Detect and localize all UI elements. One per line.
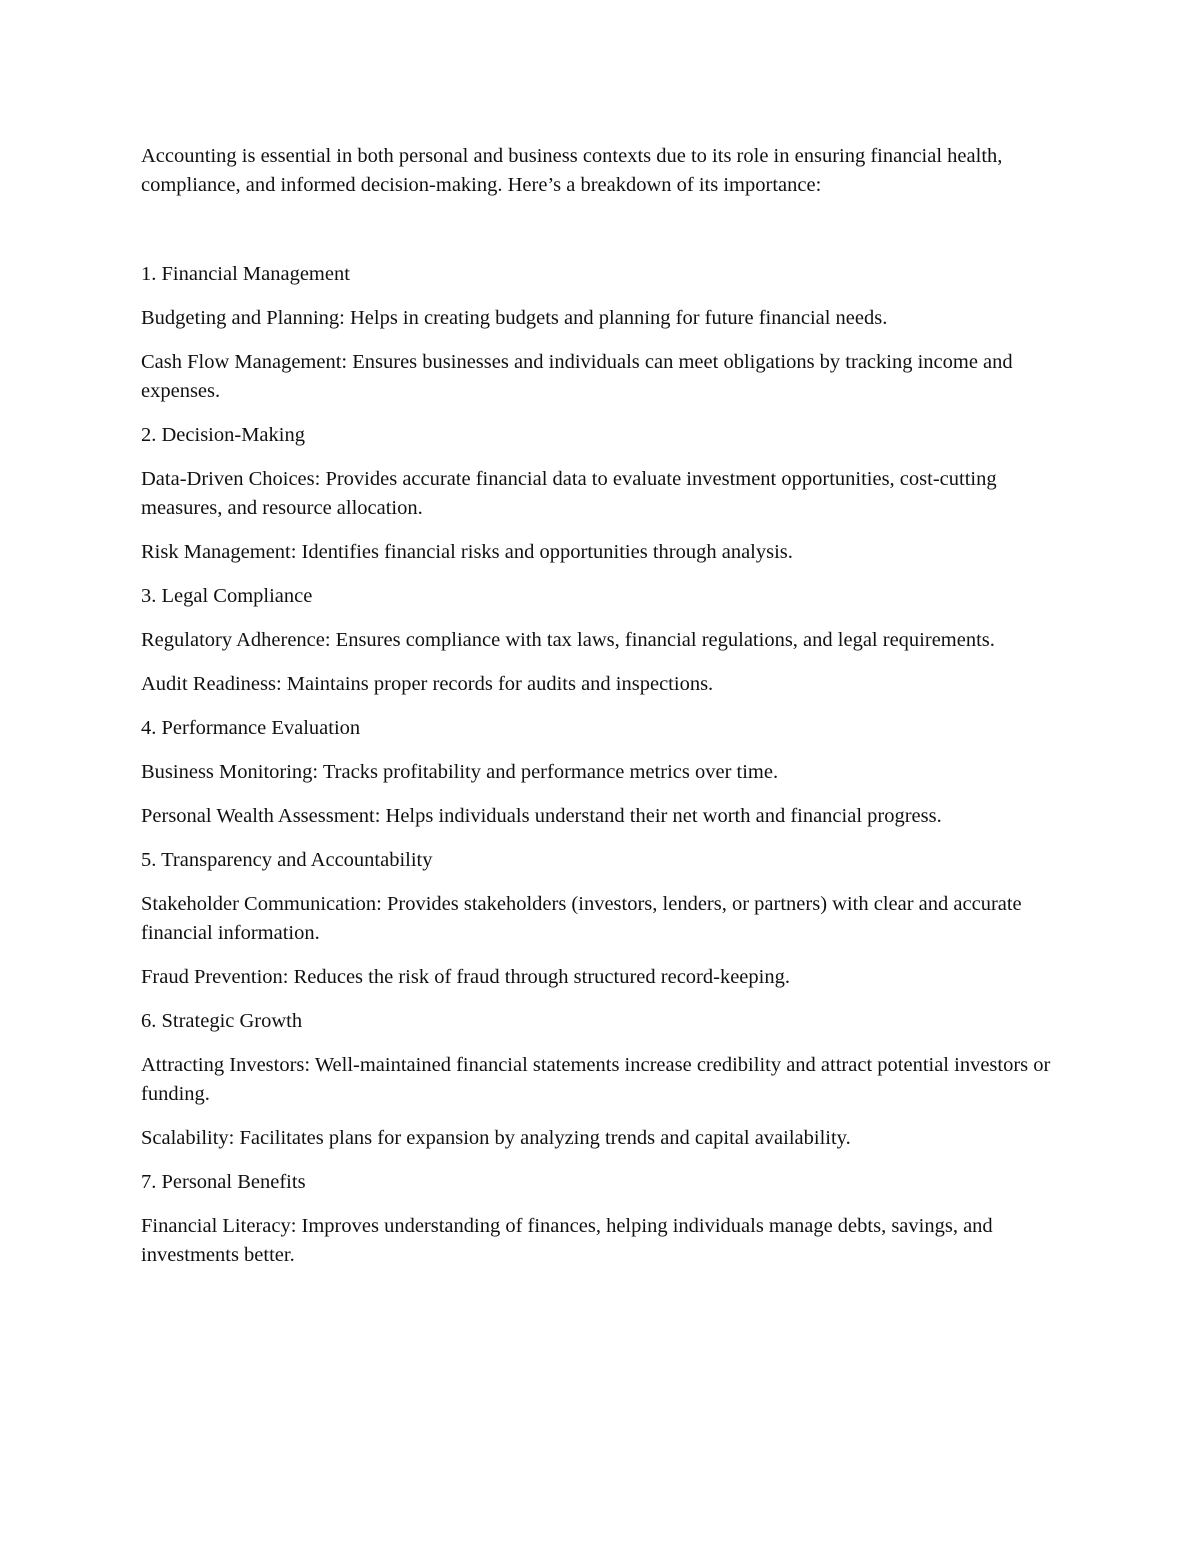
paragraph-budgeting-and-planning: Budgeting and Planning: Helps in creating budgets and planning for future financial needs. xyxy=(141,307,888,329)
paragraph-stakeholder-communication: Stakeholder Communication: Provides stakeholders (investors, lenders, or partners) with clear and accurate financial information. xyxy=(141,893,1022,944)
paragraph-audit-readiness: Audit Readiness: Maintains proper records for audits and inspections. xyxy=(141,673,714,695)
paragraph-scalability: Scalability: Facilitates plans for expansion by analyzing trends and capital availability. xyxy=(141,1127,851,1149)
paragraph-risk-management: Risk Management: Identifies financial risks and opportunities through analysis. xyxy=(141,541,793,563)
section-heading-strategic-growth: 6. Strategic Growth xyxy=(141,1010,303,1032)
paragraph-cash-flow-management: Cash Flow Management: Ensures businesses and individuals can meet obligations by tracking income and expenses. xyxy=(141,351,1013,402)
paragraph-attracting-investors: Attracting Investors: Well-maintained financial statements increase credibility and attract potential investors or funding. xyxy=(141,1054,1051,1105)
paragraph-business-monitoring: Business Monitoring: Tracks profitability and performance metrics over time. xyxy=(141,761,779,783)
paragraph-regulatory-adherence: Regulatory Adherence: Ensures compliance with tax laws, financial regulations, and legal requirements. xyxy=(141,629,995,651)
paragraph-fraud-prevention: Fraud Prevention: Reduces the risk of fraud through structured record-keeping. xyxy=(141,966,790,988)
section-heading-decision-making: 2. Decision-Making xyxy=(141,424,305,446)
document-body xyxy=(141,142,1061,1285)
section-heading-performance-evaluation: 4. Performance Evaluation xyxy=(141,717,361,739)
intro-paragraph: Accounting is essential in both personal and business contexts due to its role in ensuring financial health, compliance, and informed decision-making. Here’s a breakdown of its importance: xyxy=(141,145,1003,196)
section-heading-personal-benefits: 7. Personal Benefits xyxy=(141,1171,306,1193)
paragraph-personal-wealth-assessment: Personal Wealth Assessment: Helps individuals understand their net worth and financial progress. xyxy=(141,805,942,827)
section-heading-legal-compliance: 3. Legal Compliance xyxy=(141,585,313,607)
section-heading-financial-management: 1. Financial Management xyxy=(141,263,350,285)
paragraph-financial-literacy: Financial Literacy: Improves understanding of finances, helping individuals manage debts, savings, and investments better. xyxy=(141,1215,993,1266)
section-heading-transparency-and-accountability: 5. Transparency and Accountability xyxy=(141,849,433,871)
paragraph-data-driven-choices: Data-Driven Choices: Provides accurate financial data to evaluate investment opportunities, cost-cutting measures, and resource allocation. xyxy=(141,468,997,519)
